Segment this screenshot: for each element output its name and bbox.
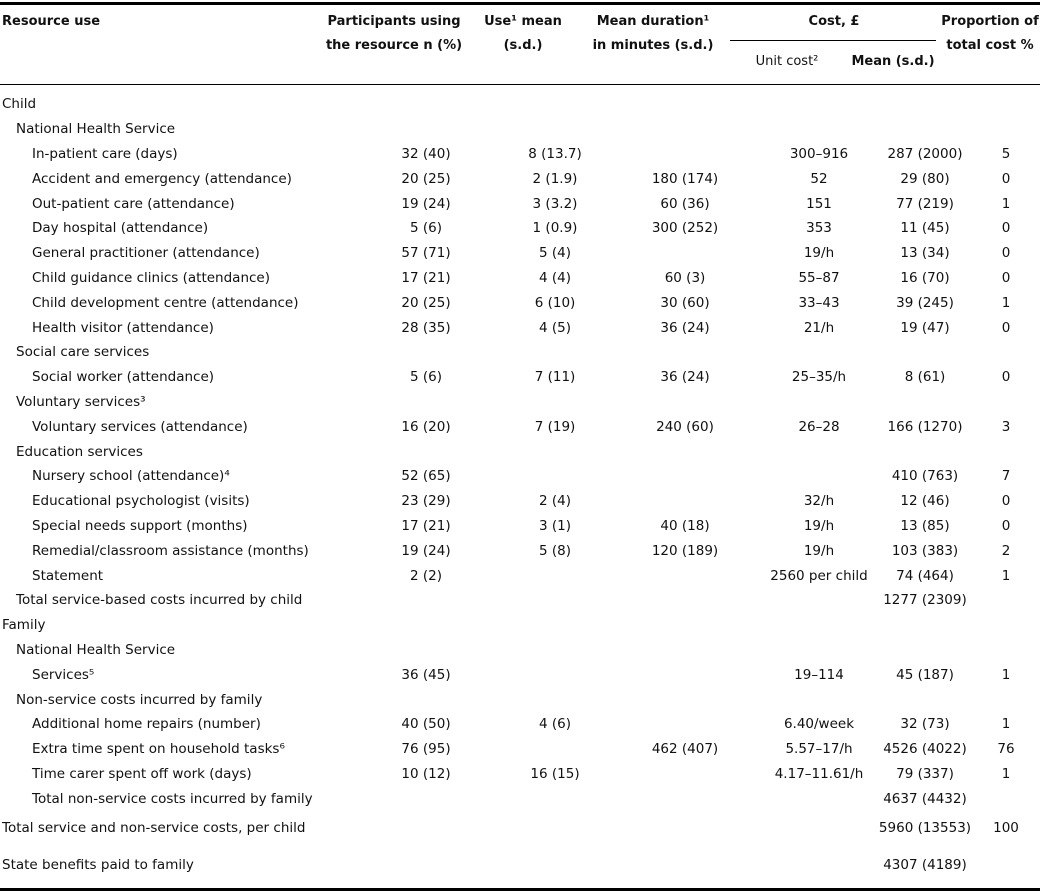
cell-use bbox=[500, 786, 610, 811]
cell-duration bbox=[610, 340, 760, 365]
header-participants-line1: Participants using bbox=[327, 14, 461, 29]
cell-duration bbox=[610, 489, 760, 514]
cell-duration bbox=[610, 786, 760, 811]
table-row bbox=[0, 241, 1040, 266]
cell-use bbox=[500, 464, 610, 489]
cell-n: 17 (21) bbox=[401, 269, 451, 286]
header-mean-sd: Mean (s.d.) bbox=[851, 54, 935, 69]
table-row bbox=[0, 613, 1040, 638]
cell-prop bbox=[972, 390, 1040, 415]
cell-duration: 120 (189) bbox=[651, 542, 719, 559]
cell-duration: 36 (24) bbox=[660, 319, 710, 336]
cell-unit bbox=[760, 638, 878, 663]
cell-mean: 12 (46) bbox=[900, 493, 950, 510]
cell-unit bbox=[760, 687, 878, 712]
cell-duration bbox=[610, 241, 760, 266]
cell-n bbox=[352, 638, 500, 663]
cell-prop bbox=[972, 340, 1040, 365]
row-label: Social worker (attendance) bbox=[32, 369, 215, 386]
cell-use: 7 (19) bbox=[534, 418, 576, 435]
cell-n: 5 (6) bbox=[409, 220, 442, 237]
cell-unit: 353 bbox=[806, 220, 832, 237]
cell-unit: 19/h bbox=[803, 245, 835, 262]
table-row bbox=[0, 588, 1040, 613]
cell-mean: 4637 (4432) bbox=[883, 790, 967, 807]
row-label: Social care services bbox=[16, 344, 150, 361]
table-row bbox=[0, 290, 1040, 315]
cell-mean bbox=[878, 638, 972, 663]
cell-use bbox=[500, 638, 610, 663]
cell-prop: 7 bbox=[1001, 468, 1011, 485]
cell-n: 5 (6) bbox=[409, 369, 442, 386]
bottom-rule bbox=[0, 888, 1040, 891]
cell-use: 7 (11) bbox=[534, 369, 576, 386]
cell-unit: 32/h bbox=[803, 493, 835, 510]
cell-mean: 16 (70) bbox=[900, 269, 950, 286]
table-row bbox=[0, 712, 1040, 737]
table-row bbox=[0, 365, 1040, 390]
row-label: Total non-service costs incurred by family bbox=[32, 790, 313, 807]
cell-unit bbox=[760, 117, 878, 142]
row-label: Voluntary services³ bbox=[16, 393, 146, 410]
row-label: Voluntary services (attendance) bbox=[32, 418, 248, 435]
cell-duration bbox=[610, 662, 760, 687]
header-participants bbox=[320, 10, 468, 58]
cell-n: 36 (45) bbox=[401, 666, 451, 683]
header-proportion-line2: total cost % bbox=[946, 38, 1034, 53]
cell-n: 23 (29) bbox=[401, 493, 451, 510]
cell-unit: 300–916 bbox=[789, 145, 849, 162]
table-row bbox=[0, 340, 1040, 365]
cell-unit: 2560 per child bbox=[770, 567, 868, 584]
header-duration bbox=[578, 10, 728, 58]
row-label: Total service-based costs incurred by child bbox=[16, 592, 303, 609]
cell-mean bbox=[878, 687, 972, 712]
cell-duration bbox=[610, 439, 760, 464]
cell-use: 6 (10) bbox=[534, 294, 576, 311]
cell-prop: 0 bbox=[1001, 170, 1011, 187]
cell-unit bbox=[760, 464, 878, 489]
cell-use bbox=[500, 92, 610, 117]
cell-unit: 4.17–11.61/h bbox=[774, 765, 864, 782]
cell-duration: 180 (174) bbox=[651, 170, 719, 187]
cell-n: 19 (24) bbox=[401, 542, 451, 559]
cell-n: 17 (21) bbox=[401, 517, 451, 534]
cell-n: 19 (24) bbox=[401, 195, 451, 212]
cell-unit: 6.40/week bbox=[783, 716, 855, 733]
cell-duration: 300 (252) bbox=[651, 220, 719, 237]
cell-use bbox=[500, 687, 610, 712]
cell-unit bbox=[760, 613, 878, 638]
row-label: Additional home repairs (number) bbox=[32, 716, 261, 733]
cell-use bbox=[500, 588, 610, 613]
cell-prop: 1 bbox=[1001, 716, 1011, 733]
cell-unit bbox=[760, 786, 878, 811]
table-row bbox=[0, 216, 1040, 241]
cost-table bbox=[0, 92, 1040, 885]
cell-prop: 0 bbox=[1001, 493, 1011, 510]
cell-prop: 0 bbox=[1001, 269, 1011, 286]
cell-use bbox=[500, 613, 610, 638]
cell-prop bbox=[972, 92, 1040, 117]
row-label: National Health Service bbox=[16, 121, 176, 138]
cell-duration: 30 (60) bbox=[660, 294, 710, 311]
cell-duration bbox=[610, 588, 760, 613]
cell-use: 3 (3.2) bbox=[532, 195, 578, 212]
cell-use: 1 (0.9) bbox=[532, 220, 578, 237]
cell-mean: 19 (47) bbox=[900, 319, 950, 336]
cell-mean: 1277 (2309) bbox=[883, 592, 967, 609]
cell-n bbox=[352, 92, 500, 117]
cost-subrule bbox=[730, 40, 936, 41]
cell-duration: 60 (3) bbox=[664, 269, 706, 286]
cell-n: 2 (2) bbox=[409, 567, 442, 584]
table-row bbox=[0, 439, 1040, 464]
top-rule bbox=[0, 2, 1040, 5]
table-row bbox=[0, 266, 1040, 291]
cell-prop: 1 bbox=[1001, 666, 1011, 683]
table-row bbox=[0, 489, 1040, 514]
cell-n bbox=[352, 439, 500, 464]
cell-prop bbox=[972, 687, 1040, 712]
cell-n: 10 (12) bbox=[401, 765, 451, 782]
cell-unit: 26–28 bbox=[798, 418, 840, 435]
cell-n: 28 (35) bbox=[401, 319, 451, 336]
cell-mean: 77 (219) bbox=[896, 195, 954, 212]
row-label: Child guidance clinics (attendance) bbox=[32, 269, 270, 286]
cell-n: 76 (95) bbox=[401, 741, 451, 758]
cell-mean: 32 (73) bbox=[900, 716, 950, 733]
cell-mean bbox=[878, 613, 972, 638]
header-participants-line2: the resource n (%) bbox=[325, 38, 463, 53]
cell-duration: 40 (18) bbox=[660, 517, 710, 534]
table-row bbox=[0, 166, 1040, 191]
total-mean: 5960 (13553) bbox=[878, 820, 972, 837]
cell-unit: 33–43 bbox=[798, 294, 840, 311]
cell-duration bbox=[610, 390, 760, 415]
cell-n: 20 (25) bbox=[401, 294, 451, 311]
row-label: Education services bbox=[16, 443, 143, 460]
cell-mean: 410 (763) bbox=[891, 468, 959, 485]
header-unit-cost: Unit cost² bbox=[755, 54, 819, 69]
cell-n: 57 (71) bbox=[401, 245, 451, 262]
cell-duration: 240 (60) bbox=[656, 418, 714, 435]
cell-use bbox=[500, 340, 610, 365]
cell-unit: 52 bbox=[810, 170, 828, 187]
cell-mean: 11 (45) bbox=[900, 220, 950, 237]
cell-use: 4 (5) bbox=[538, 319, 571, 336]
cell-unit: 25–35/h bbox=[791, 369, 847, 386]
header-duration-line2: in minutes (s.d.) bbox=[592, 38, 714, 53]
table-row bbox=[0, 117, 1040, 142]
cell-mean bbox=[878, 340, 972, 365]
table-row bbox=[0, 662, 1040, 687]
cell-mean: 13 (34) bbox=[900, 245, 950, 262]
cell-duration bbox=[610, 712, 760, 737]
total-label: Total service and non-service costs, per child bbox=[2, 820, 306, 837]
cell-duration bbox=[610, 142, 760, 167]
cell-use: 4 (4) bbox=[538, 269, 571, 286]
cell-unit bbox=[760, 340, 878, 365]
cell-unit: 19–114 bbox=[794, 666, 844, 683]
cell-unit bbox=[760, 439, 878, 464]
cell-mean bbox=[878, 92, 972, 117]
cell-duration: 60 (36) bbox=[660, 195, 710, 212]
cell-use bbox=[500, 439, 610, 464]
cell-n bbox=[352, 390, 500, 415]
cell-prop bbox=[972, 638, 1040, 663]
header-proportion bbox=[940, 10, 1040, 58]
row-label: Out-patient care (attendance) bbox=[32, 195, 235, 212]
row-label: Remedial/classroom assistance (months) bbox=[32, 542, 309, 559]
total-row bbox=[0, 811, 1040, 845]
row-label: Day hospital (attendance) bbox=[32, 220, 209, 237]
row-label: Accident and emergency (attendance) bbox=[32, 170, 292, 187]
row-label: Child development centre (attendance) bbox=[32, 294, 299, 311]
header-rule bbox=[0, 84, 1040, 85]
cell-n: 32 (40) bbox=[401, 145, 451, 162]
cell-n bbox=[352, 340, 500, 365]
benefits-label: State benefits paid to family bbox=[2, 857, 194, 874]
cell-mean: 13 (85) bbox=[900, 517, 950, 534]
cell-prop: 2 bbox=[1001, 542, 1011, 559]
cell-unit bbox=[760, 390, 878, 415]
cell-use bbox=[500, 117, 610, 142]
header-use-line2: (s.d.) bbox=[503, 38, 543, 53]
cell-prop: 1 bbox=[1001, 294, 1011, 311]
cell-use: 5 (4) bbox=[538, 245, 571, 262]
cell-unit: 21/h bbox=[803, 319, 835, 336]
cell-use bbox=[500, 563, 610, 588]
cell-prop: 0 bbox=[1001, 369, 1011, 386]
cell-use bbox=[500, 662, 610, 687]
row-label: Health visitor (attendance) bbox=[32, 319, 214, 336]
cell-mean: 79 (337) bbox=[896, 765, 954, 782]
cell-prop: 0 bbox=[1001, 245, 1011, 262]
row-label: Extra time spent on household tasks⁶ bbox=[32, 741, 285, 758]
cell-n bbox=[352, 786, 500, 811]
cell-use: 16 (15) bbox=[530, 765, 580, 782]
cell-n: 40 (50) bbox=[401, 716, 451, 733]
cell-mean: 39 (245) bbox=[896, 294, 954, 311]
cell-prop bbox=[972, 613, 1040, 638]
cell-prop bbox=[972, 439, 1040, 464]
header-use-line1: Use¹ mean bbox=[484, 14, 562, 29]
row-label: Educational psychologist (visits) bbox=[32, 493, 250, 510]
header-proportion-line1: Proportion of bbox=[941, 14, 1039, 29]
cell-unit bbox=[760, 92, 878, 117]
row-label: Non-service costs incurred by family bbox=[16, 691, 263, 708]
cell-prop: 1 bbox=[1001, 195, 1011, 212]
cell-duration bbox=[610, 117, 760, 142]
cell-prop: 76 bbox=[997, 741, 1015, 758]
cell-prop bbox=[972, 786, 1040, 811]
cell-mean: 166 (1270) bbox=[887, 418, 963, 435]
table-row bbox=[0, 414, 1040, 439]
row-label: Statement bbox=[32, 567, 104, 584]
table-row bbox=[0, 538, 1040, 563]
cell-unit: 19/h bbox=[803, 517, 835, 534]
cell-mean bbox=[878, 439, 972, 464]
cell-duration bbox=[610, 762, 760, 787]
row-label: General practitioner (attendance) bbox=[32, 245, 260, 262]
table-row bbox=[0, 737, 1040, 762]
benefits-row bbox=[0, 845, 1040, 885]
table-row bbox=[0, 786, 1040, 811]
cell-unit: 55–87 bbox=[798, 269, 840, 286]
table-row bbox=[0, 687, 1040, 712]
cell-duration bbox=[610, 613, 760, 638]
table-row bbox=[0, 142, 1040, 167]
row-label: National Health Service bbox=[16, 641, 176, 658]
table-row bbox=[0, 514, 1040, 539]
header-cost: Cost, £ bbox=[808, 14, 860, 29]
row-label: Child bbox=[2, 96, 37, 113]
cell-n: 16 (20) bbox=[401, 418, 451, 435]
row-label: Services⁵ bbox=[32, 666, 95, 683]
cell-use bbox=[500, 390, 610, 415]
cell-duration bbox=[610, 638, 760, 663]
cell-prop: 0 bbox=[1001, 517, 1011, 534]
cell-mean: 8 (61) bbox=[904, 369, 946, 386]
row-label: Nursery school (attendance)⁴ bbox=[32, 468, 230, 485]
cell-unit: 5.57–17/h bbox=[785, 741, 853, 758]
cell-unit: 19/h bbox=[803, 542, 835, 559]
table-row bbox=[0, 762, 1040, 787]
table-row bbox=[0, 390, 1040, 415]
cell-duration bbox=[610, 92, 760, 117]
cell-prop: 1 bbox=[1001, 567, 1011, 584]
cell-mean: 287 (2000) bbox=[887, 145, 963, 162]
cell-mean: 74 (464) bbox=[896, 567, 954, 584]
cell-use: 4 (6) bbox=[538, 716, 571, 733]
cell-duration: 462 (407) bbox=[651, 741, 719, 758]
cell-n bbox=[352, 117, 500, 142]
cell-duration bbox=[610, 563, 760, 588]
cell-n bbox=[352, 588, 500, 613]
cell-n bbox=[352, 613, 500, 638]
cell-prop: 0 bbox=[1001, 220, 1011, 237]
cell-n bbox=[352, 687, 500, 712]
cell-n: 52 (65) bbox=[401, 468, 451, 485]
cell-prop: 5 bbox=[1001, 145, 1011, 162]
header-resource-use: Resource use bbox=[2, 14, 101, 29]
cell-use bbox=[500, 737, 610, 762]
cell-prop: 3 bbox=[1001, 418, 1011, 435]
row-label: Time carer spent off work (days) bbox=[32, 765, 252, 782]
table-row bbox=[0, 563, 1040, 588]
cell-prop bbox=[972, 588, 1040, 613]
cell-mean: 29 (80) bbox=[900, 170, 950, 187]
row-label: Family bbox=[2, 617, 46, 634]
cell-mean: 45 (187) bbox=[896, 666, 954, 683]
cell-mean: 103 (383) bbox=[891, 542, 959, 559]
cell-duration bbox=[610, 464, 760, 489]
total-proportion: 100 bbox=[993, 820, 1019, 837]
cell-use: 2 (1.9) bbox=[532, 170, 578, 187]
table-row bbox=[0, 315, 1040, 340]
row-label: Special needs support (months) bbox=[32, 517, 248, 534]
cell-use: 3 (1) bbox=[538, 517, 571, 534]
cell-n: 20 (25) bbox=[401, 170, 451, 187]
cell-unit: 151 bbox=[806, 195, 832, 212]
table-row bbox=[0, 191, 1040, 216]
cell-mean bbox=[878, 390, 972, 415]
cell-mean: 4526 (4022) bbox=[883, 741, 967, 758]
table-row bbox=[0, 638, 1040, 663]
cell-use: 2 (4) bbox=[538, 493, 571, 510]
cell-prop bbox=[972, 117, 1040, 142]
row-label: In-patient care (days) bbox=[32, 145, 178, 162]
cell-duration: 36 (24) bbox=[660, 369, 710, 386]
cell-use: 8 (13.7) bbox=[528, 145, 582, 162]
cell-duration bbox=[610, 687, 760, 712]
header-use bbox=[468, 10, 578, 58]
cell-prop: 0 bbox=[1001, 319, 1011, 336]
cell-use: 5 (8) bbox=[538, 542, 571, 559]
table-row bbox=[0, 464, 1040, 489]
cell-mean bbox=[878, 117, 972, 142]
cell-prop: 1 bbox=[1001, 765, 1011, 782]
benefits-mean: 4307 (4189) bbox=[883, 857, 967, 874]
header-duration-line1: Mean duration¹ bbox=[596, 14, 710, 29]
table-row bbox=[0, 92, 1040, 117]
cell-unit bbox=[760, 588, 878, 613]
